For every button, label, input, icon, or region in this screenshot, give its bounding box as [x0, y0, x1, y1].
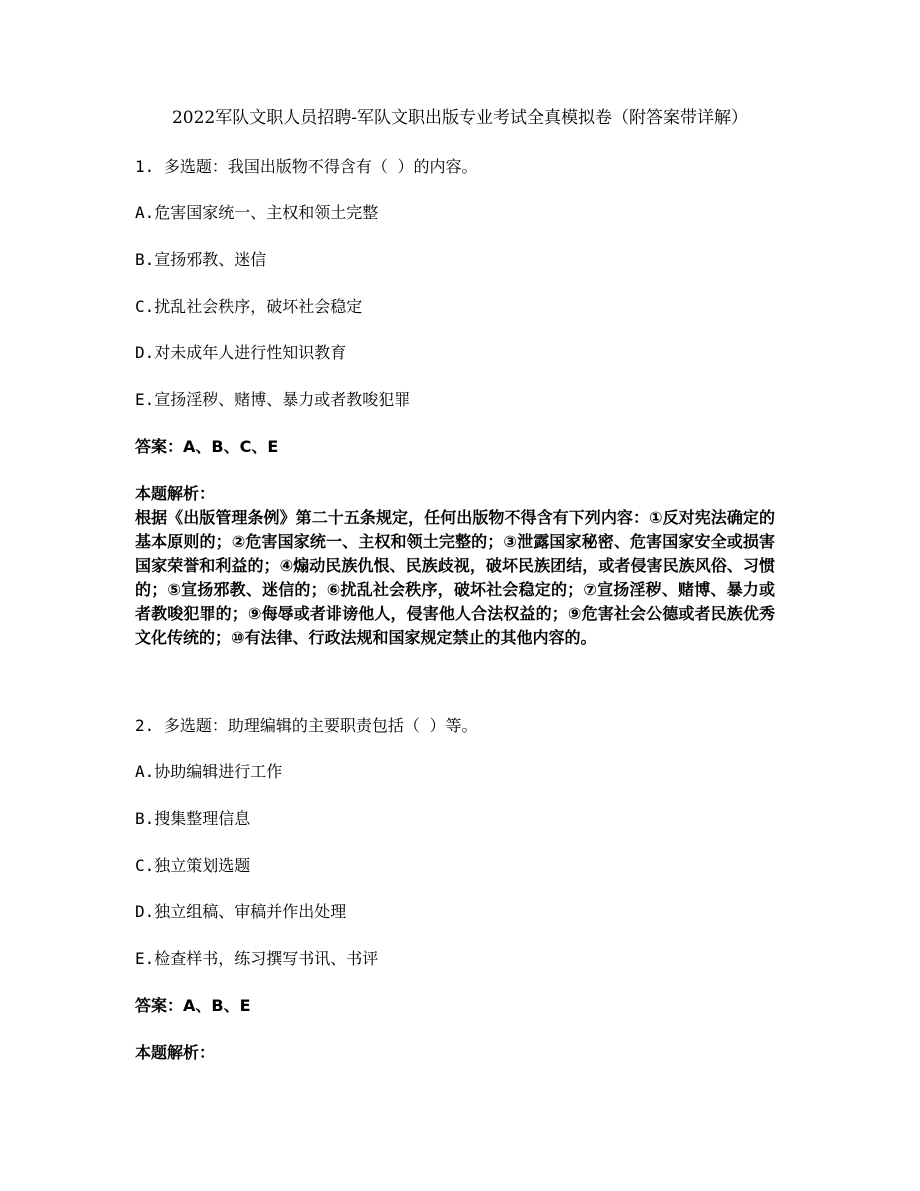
question-1-explanation-label: 本题解析： — [135, 484, 216, 503]
question-1-option-b: B.宣扬邪教、迷信 — [135, 250, 267, 269]
question-2-answer: 答案：A、B、E — [135, 996, 251, 1015]
question-2-stem: 2. 多选题：助理编辑的主要职责包括（ ）等。 — [135, 716, 478, 735]
question-2-option-a: A.协助编辑进行工作 — [135, 762, 283, 781]
question-2-option-c: C.独立策划选题 — [135, 856, 251, 875]
question-2-explanation-label: 本题解析： — [135, 1043, 216, 1062]
question-1-option-c: C.扰乱社会秩序，破坏社会稳定 — [135, 297, 363, 316]
document-title: 2022军队文职人员招聘-军队文职出版专业考试全真模拟卷（附答案带详解） — [171, 108, 748, 128]
question-1-answer: 答案：A、B、C、E — [135, 437, 279, 456]
question-1-option-d: D.对未成年人进行性知识教育 — [135, 343, 347, 362]
question-1-option-e: E.宣扬淫秽、赌博、暴力或者教唆犯罪 — [135, 390, 411, 409]
question-2-option-b: B.搜集整理信息 — [135, 809, 251, 828]
question-1-explanation: 根据《出版管理条例》第二十五条规定，任何出版物不得含有下列内容：①反对宪法确定的基本原则的；②危害国家统一、主权和领土完整的；③泄露国家秘密、危害国家安全或损害国家荣誉和利益的；④煽动民族仇恨、民族歧视，破坏民族团结，或者侵害民族风俗、习惯的；⑤宣扬邪教、迷信的；⑥扰乱社会秩序，破坏社会稳定的；⑦宣扬淫秽、赌博、暴力或者教唆犯罪的；⑨侮辱或者诽谤他人，侵害他人合法权益的；⑨危害社会公德或者民族优秀文化传统的；⑩有法律、行政法规和国家规定禁止的其他内容的。 — [135, 508, 775, 647]
question-2-option-d: D.独立组稿、审稿并作出处理 — [135, 902, 347, 921]
question-2-option-e: E.检查样书，练习撰写书讯、书评 — [135, 949, 379, 968]
question-1-stem: 1. 多选题：我国出版物不得含有（ ）的内容。 — [135, 157, 478, 176]
question-1-option-a: A.危害国家统一、主权和领土完整 — [135, 203, 379, 222]
